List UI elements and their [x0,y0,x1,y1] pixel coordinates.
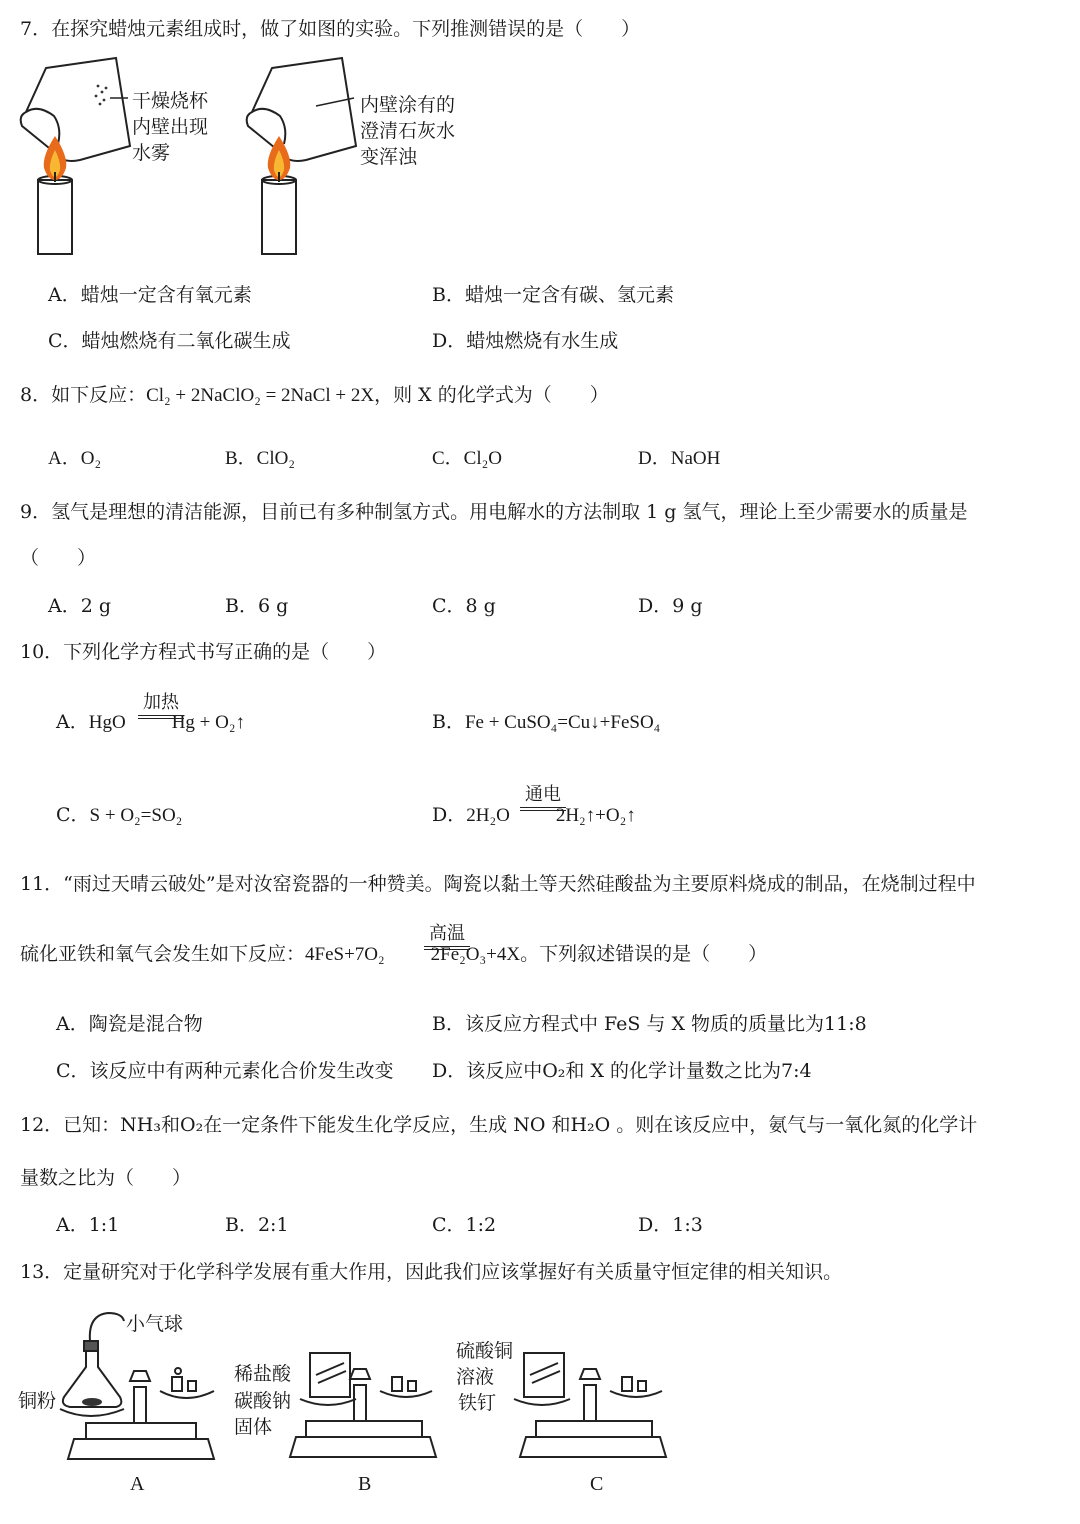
q12-option-a[interactable]: A．1:1 [56,1214,120,1236]
q13-b-acid-label: 稀盐酸 [234,1363,292,1385]
q11-stem-suffix: 。下列叙述错误的是（ ） [520,943,768,965]
q9-option-d[interactable]: D．9 g [638,595,703,617]
q10-c-label: C． [56,804,90,826]
q13-b-solid-label: 碳酸钠 固体 [234,1390,292,1438]
q13-a-caption: A [130,1473,145,1495]
q10-a-right: Hg + O₂↑ [171,712,245,733]
q13-figure-b [290,1345,440,1475]
q11-option-a[interactable]: A．陶瓷是混合物 [56,1013,203,1035]
q7-right-label: 内壁涂有的 澄清石灰水 变浑浊 [360,94,456,168]
q8-stem-suffix: ，则 X 的化学式为（ ） [374,384,609,406]
q7-option-a[interactable]: A．蜡烛一定含有氧元素 [48,284,252,306]
q10-a-left: HgO [88,712,126,733]
q8-option-b[interactable]: B．ClO₂ [225,448,295,469]
q13-a-balloon-label: 小气球 [126,1313,184,1335]
q10-stem: 10．下列化学方程式书写正确的是（ ） [20,641,387,663]
q10-a-label: A． [56,711,89,733]
q10-b-equation: Fe + CuSO₄=Cu↓+FeSO₄ [464,712,661,733]
q10-option-c[interactable] [56,800,182,827]
q9-stem-line2: （ ） [20,547,97,569]
q8-option-d[interactable]: D．NaOH [638,448,721,469]
q8-option-a[interactable]: A．O₂ [48,448,102,469]
q11-option-b[interactable]: B．该反应方程式中 FeS 与 X 物质的质量比为11:8 [432,1013,867,1035]
q13-figure-c [520,1345,670,1475]
q7-left-label: 干燥烧杯 内壁出现 水雾 [132,90,209,164]
q7-option-b[interactable]: B．蜡烛一定含有碳、氢元素 [432,284,674,306]
q11-eq-right: 2Fe₂O₃+4X [430,944,521,965]
q7-stem: 7．在探究蜡烛元素组成时，做了如图的实验。下列推测错误的是（ ） [20,18,641,40]
q7-option-d[interactable]: D．蜡烛燃烧有水生成 [432,330,619,352]
q9-stem-line1: 9．氢气是理想的清洁能源，目前已有多种制氢方式。用电解水的方法制取 1 g 氢气，理论上至少需要水的质量是 [20,501,968,523]
q13-c-caption: C [590,1473,604,1495]
q11-stem-prefix: 硫化亚铁和氧气会发生如下反应： [20,943,306,965]
q10-d-left: 2H₂O [466,805,510,826]
q10-option-b[interactable] [432,707,660,734]
q13-stem: 13．定量研究对于化学科学发展有重大作用，因此我们应该掌握好有关质量守恒定律的相关知识。 [20,1261,843,1283]
q10-d-condition: 通电 [520,780,566,811]
q10-c-equation: S + O₂=SO₂ [89,805,183,826]
q12-stem-line1: 12．已知：NH₃和O₂在一定条件下能发生化学反应，生成 NO 和H₂O 。则在该反应中，氨气与一氧化氮的化学计 [20,1114,978,1136]
q11-option-c[interactable]: C．该反应中有两种元素化合价发生改变 [56,1060,394,1082]
q9-option-c[interactable]: C．8 g [432,595,496,617]
q10-d-label: D． [432,804,467,826]
q12-option-c[interactable]: C．1:2 [432,1214,497,1236]
q10-d-right: 2H₂↑+O₂↑ [555,805,636,826]
q11-stem-line1: 11．“雨过天晴云破处”是对汝窑瓷器的一种赞美。陶瓷以黏土等天然硅酸盐为主要原料烧成的制品，在烧制过程中 [20,873,976,895]
q10-b-label: B． [432,711,465,733]
q9-option-b[interactable]: B．6 g [225,595,289,617]
q8-stem-prefix: 8．如下反应： [20,384,147,406]
q11-option-d[interactable]: D．该反应中O₂和 X 的化学计量数之比为7:4 [432,1060,812,1082]
q10-a-condition: 加热 [138,688,184,719]
q13-c-nail-label: 铁钉 [458,1392,497,1414]
q7-option-c[interactable]: C．蜡烛燃烧有二氧化碳生成 [48,330,291,352]
q8-option-c[interactable]: C．Cl₂O [432,448,502,469]
q8-stem [20,380,609,407]
q13-b-caption: B [358,1473,372,1495]
q13-a-powder-label: 铜粉 [18,1390,57,1412]
q11-eq-left: 4FeS+7O₂ [305,944,385,965]
q12-option-b[interactable]: B．2:1 [225,1214,289,1236]
q13-c-solution-label: 硫酸铜 溶液 [456,1340,514,1388]
q12-option-d[interactable]: D．1:3 [638,1214,703,1236]
q11-stem-line2 [20,939,767,966]
q9-option-a[interactable]: A．2 g [48,595,112,617]
q8-equation: Cl₂ + 2NaClO₂ = 2NaCl + 2X [146,385,375,406]
q12-stem-line2: 量数之比为（ ） [20,1167,192,1189]
q11-condition: 高温 [424,919,470,950]
